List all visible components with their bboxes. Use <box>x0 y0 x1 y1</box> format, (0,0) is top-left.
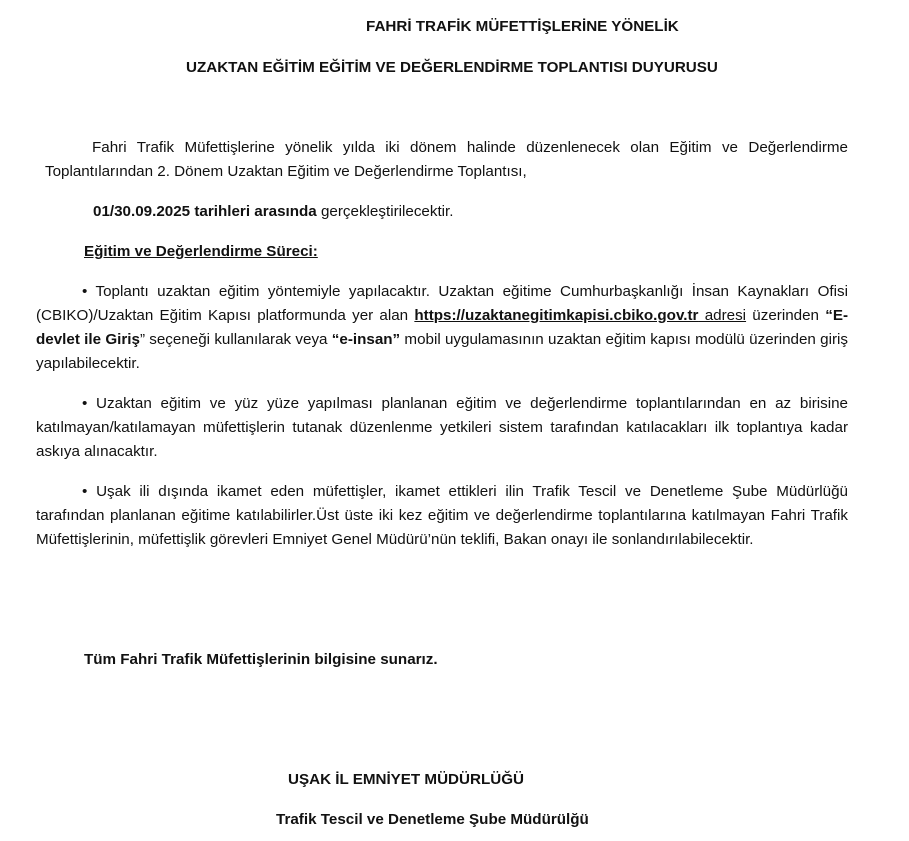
bullet-1-text-a: • Toplantı uzaktan eğitim yöntemiyle yapılacaktır. Uzaktan eğitime Cumhurbaşkanlığı İnsan Kaynakları Ofisi (CBIKO)/Uzaktan Eğitim Kapısı platformunda yer alan <box>36 283 848 324</box>
title-line-1: FAHRİ TRAFİK MÜFETTİŞLERİNE YÖNELİK <box>366 18 679 35</box>
closing-line: Tüm Fahri Trafik Müfettişlerinin bilgisine sunarız. <box>84 651 438 668</box>
bullet-paragraph-3 <box>36 480 848 552</box>
dates-bold: 01/30.09.2025 tarihleri arasında <box>93 203 317 220</box>
bullet-paragraph-2 <box>36 392 848 464</box>
bullet-1-text-b: üzerinden <box>746 307 826 324</box>
signature-line-1: UŞAK İL EMNİYET MÜDÜRLÜĞÜ <box>288 771 524 788</box>
einsan-app: “e-insan” <box>331 331 401 348</box>
bullet-1-text-c: ” seçeneği kullanılarak veya <box>139 331 332 348</box>
platform-link[interactable]: https://uzaktanegitimkapisi.cbiko.gov.tr <box>414 307 699 324</box>
dates-line <box>93 200 453 224</box>
bullet-3-text: • Uşak ili dışında ikamet eden müfettişler, ikamet ettikleri ilin Trafik Tescil ve Denetleme Şube Müdürlüğü tarafından planlanan eğitime katılabilirler.Üst üste iki kez eğitim ve değerlendirme toplantılarına katılmayan Fahri Trafik Müfettişlerinin, müfettişlik görevleri Emniyet Genel Müdürü’nün teklifi, Bakan onayı ile sonlandırılabilecektir. <box>36 483 848 548</box>
bullet-1-text-d: mobil uygulamasının uzaktan eğitim kapısı modülü üzerinden giriş yapılabilecektir. <box>36 331 848 372</box>
intro-paragraph: Fahri Trafik Müfettişlerine yönelik yılda iki dönem halinde düzenlenecek olan Eğitim ve Değerlendirme Toplantılarından 2. Dönem Uzaktan Eğitim ve Değerlendirme Toplantısı, <box>45 139 848 180</box>
section-heading: Eğitim ve Değerlendirme Süreci: <box>84 243 318 260</box>
bullet-2-text: • Uzaktan eğitim ve yüz yüze yapılması planlanan eğitim ve değerlendirme toplantılarından en az birisine katılmayan/katılamayan müfettişlerin tutanak düzenlenme yetkileri sistem tarafından katılacakları ilk toplantıya kadar askıya alınacaktır. <box>36 395 848 460</box>
edevlet-option: “E-devlet ile Giriş <box>36 307 848 348</box>
bullet-paragraph-1 <box>36 280 848 376</box>
dates-rest: gerçekleştirilecektir. <box>316 203 454 220</box>
signature-line-2: Trafik Tescil ve Denetleme Şube Müdürülğü <box>276 811 589 828</box>
platform-link-suffix: adresi <box>698 307 747 324</box>
title-line-2: UZAKTAN EĞİTİM EĞİTİM VE DEĞERLENDİRME TOPLANTISI DUYURUSU <box>186 59 718 76</box>
